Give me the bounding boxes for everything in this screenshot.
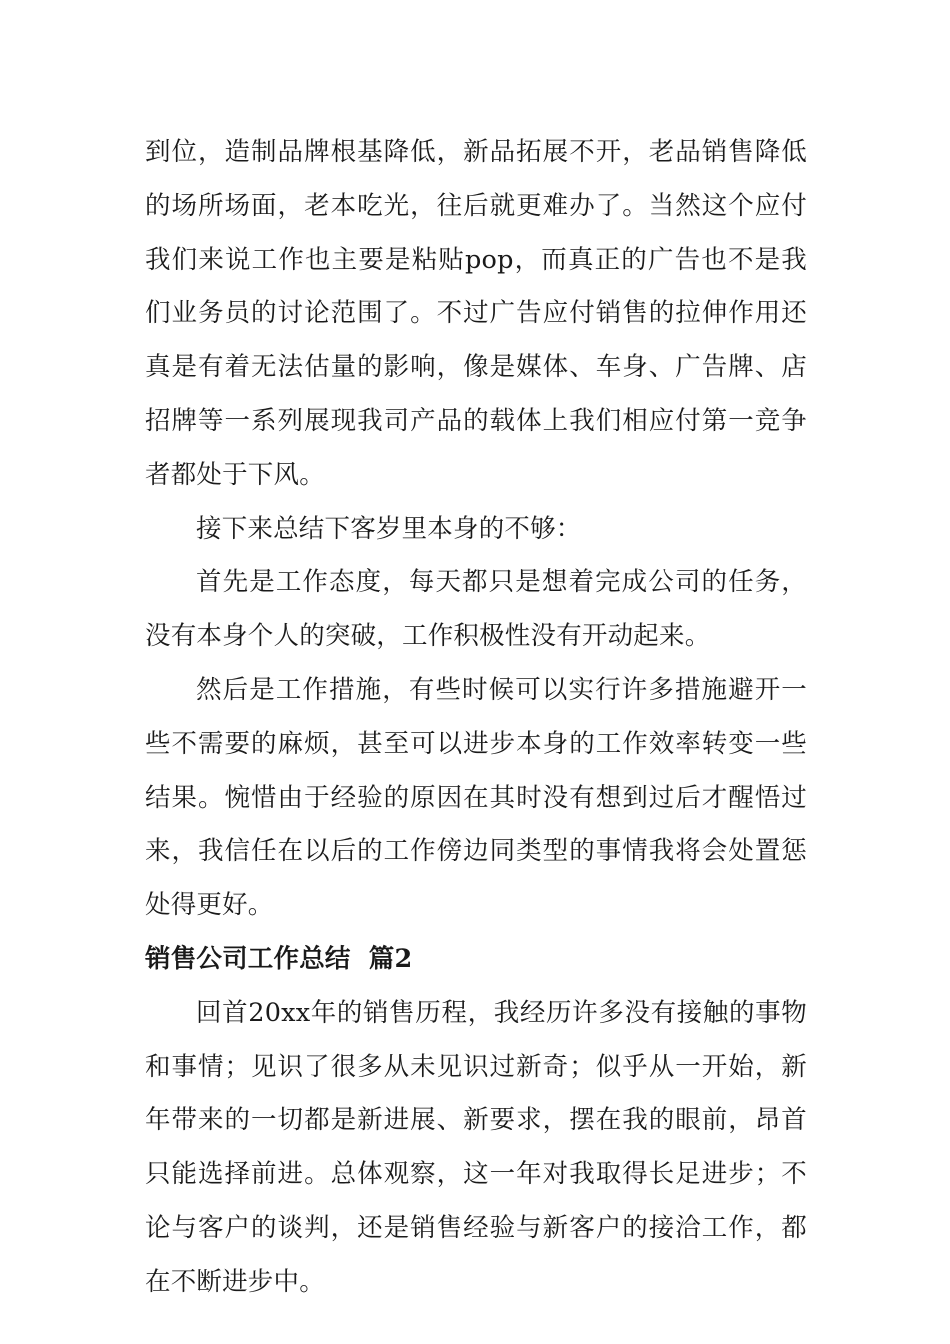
paragraph: 到位，造制品牌根基降低，新品拓展不开，老品销售降低的场所场面，老本吃光，往后就更难办了。当然这个应付我们来说工作也主要是粘贴pop，而真正的广告也不是我们业务员的讨论范围了。不过广告应付销售的拉伸作用还真是有着无法估量的影响，像是媒体、车身、广告牌、店招牌等一系列展现我司产品的载体上我们相应付第一竞争者都处于下风。	[145, 137, 807, 490]
paragraph: 接下来总结下客岁里本身的不够：	[196, 513, 582, 544]
document-page	[145, 126, 807, 1310]
paragraph: 回首20xx年的销售历程，我经历许多没有接触的事物和事情；见识了很多从未见识过新奇；似乎从一开始，新年带来的一切都是新进展、新要求，摆在我的眼前，昂首只能选择前进。总体观察，这一年对我取得长足进步；不论与客户的谈判，还是销售经验与新客户的接洽工作，都在不断进步中。	[145, 997, 807, 1297]
paragraph: 然后是工作措施，有些时候可以实行许多措施避开一些不需要的麻烦，甚至可以进步本身的工作效率转变一些结果。惋惜由于经验的原因在其时没有想到过后才醒悟过来，我信任在以后的工作傍边同类型的事情我将会处置惩处得更好。	[145, 674, 807, 921]
paragraph: 首先是工作态度，每天都只是想着完成公司的任务，没有本身个人的突破，工作积极性没有开动起来。	[145, 567, 807, 652]
section-heading: 销售公司工作总结 篇2	[145, 943, 413, 974]
